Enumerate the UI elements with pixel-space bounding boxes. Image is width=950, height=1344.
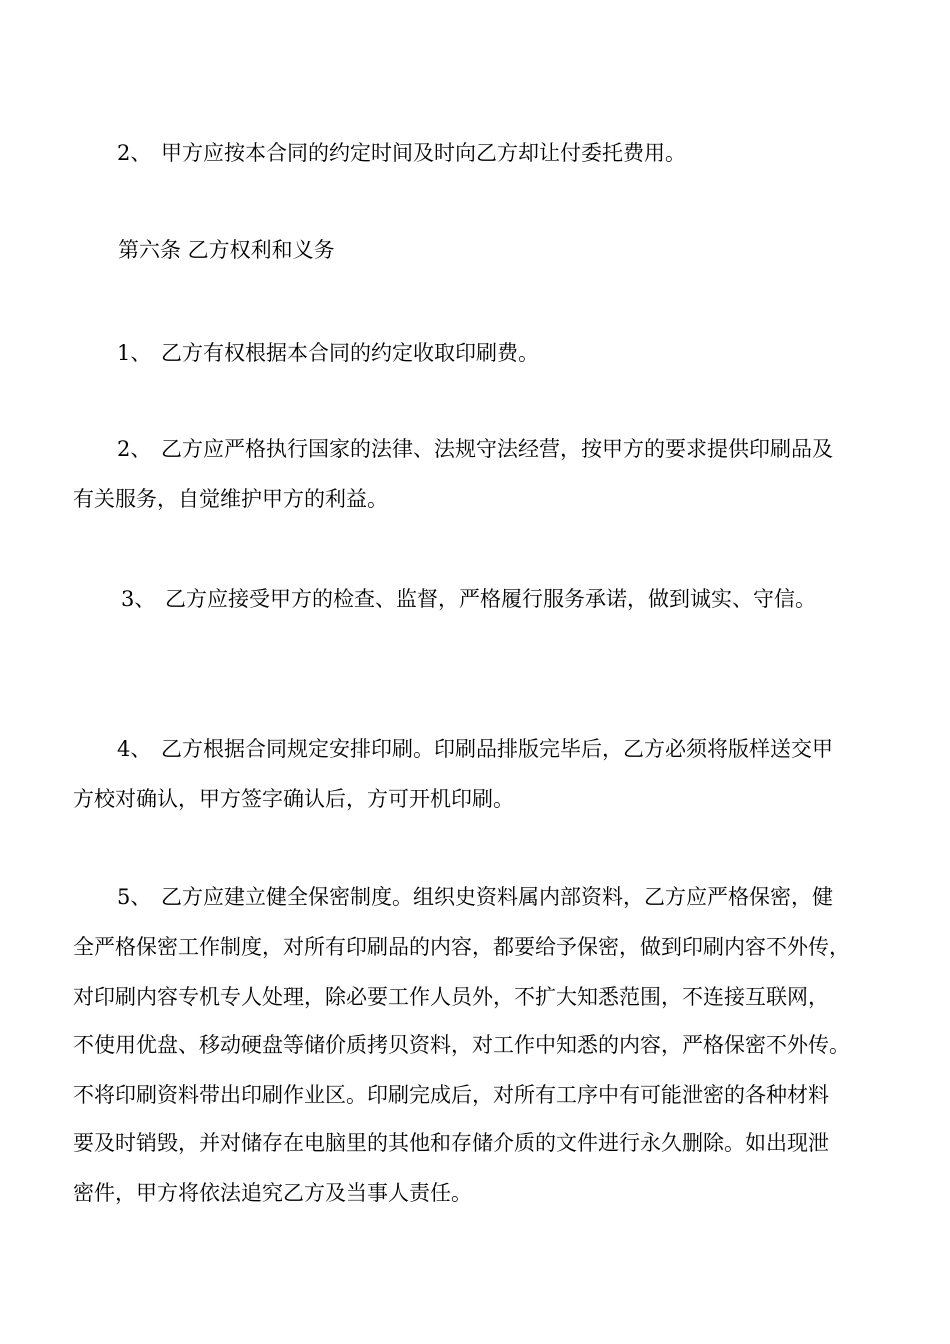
paragraph-text: 乙方应严格执行国家的法律、法规守法经营，按甲方的要求提供印刷品及 bbox=[161, 437, 833, 461]
paragraph-payment bbox=[73, 138, 883, 168]
item-number: 2、 bbox=[117, 141, 152, 165]
paragraph-legal-line-2: 有关服务，自觉维护甲方的利益。 bbox=[73, 487, 388, 511]
paragraph-text: 乙方应建立健全保密制度。组织史资料属内部资料，乙方应严格保密，健 bbox=[161, 885, 833, 909]
paragraph-confidential-line-7: 密件，甲方将依法追究乙方及当事人责任。 bbox=[73, 1181, 472, 1205]
paragraph-text: 乙方应接受甲方的检查、监督，严格履行服务承诺，做到诚实、守信。 bbox=[165, 587, 816, 611]
paragraph-confidential-line-6: 要及时销毁，并对储存在电脑里的其他和存储介质的文件进行永久删除。如出现泄 bbox=[73, 1131, 829, 1155]
item-number: 3、 bbox=[121, 587, 156, 611]
paragraph-confidential-line-4: 不使用优盘、移动硬盘等储价质拷贝资料，对工作中知悉的内容，严格保密不外传。 bbox=[73, 1033, 850, 1057]
paragraph-text: 乙方根据合同规定安排印刷。印刷品排版完毕后，乙方必须将版样送交甲 bbox=[161, 737, 833, 761]
item-number: 4、 bbox=[117, 737, 152, 761]
paragraph-right-fee bbox=[73, 338, 883, 368]
paragraph-text: 乙方有权根据本合同的约定收取印刷费。 bbox=[161, 341, 539, 365]
section-heading: 第六条 乙方权利和义务 bbox=[118, 238, 335, 262]
paragraph-confidential-line-1 bbox=[73, 882, 883, 912]
paragraph-printing-line-2: 方校对确认，甲方签字确认后，方可开机印刷。 bbox=[73, 787, 514, 811]
paragraph-confidential-line-2: 全严格保密工作制度，对所有印刷品的内容，都要给予保密，做到印刷内容不外传， bbox=[73, 935, 850, 959]
paragraph-confidential-line-3: 对印刷内容专机专人处理，除必要工作人员外，不扩大知悉范围，不连接互联网， bbox=[73, 985, 829, 1009]
paragraph-legal-line-1 bbox=[73, 434, 883, 464]
paragraph-text: 甲方应按本合同的约定时间及时向乙方却让付委托费用。 bbox=[161, 141, 686, 165]
paragraph-printing-line-1 bbox=[73, 734, 883, 764]
paragraph-inspection bbox=[73, 584, 883, 614]
item-number: 1、 bbox=[117, 341, 152, 365]
item-number: 5、 bbox=[117, 885, 152, 909]
paragraph-confidential-line-5: 不将印刷资料带出印刷作业区。印刷完成后，对所有工序中有可能泄密的各种材料 bbox=[73, 1083, 829, 1107]
item-number: 2、 bbox=[117, 437, 152, 461]
